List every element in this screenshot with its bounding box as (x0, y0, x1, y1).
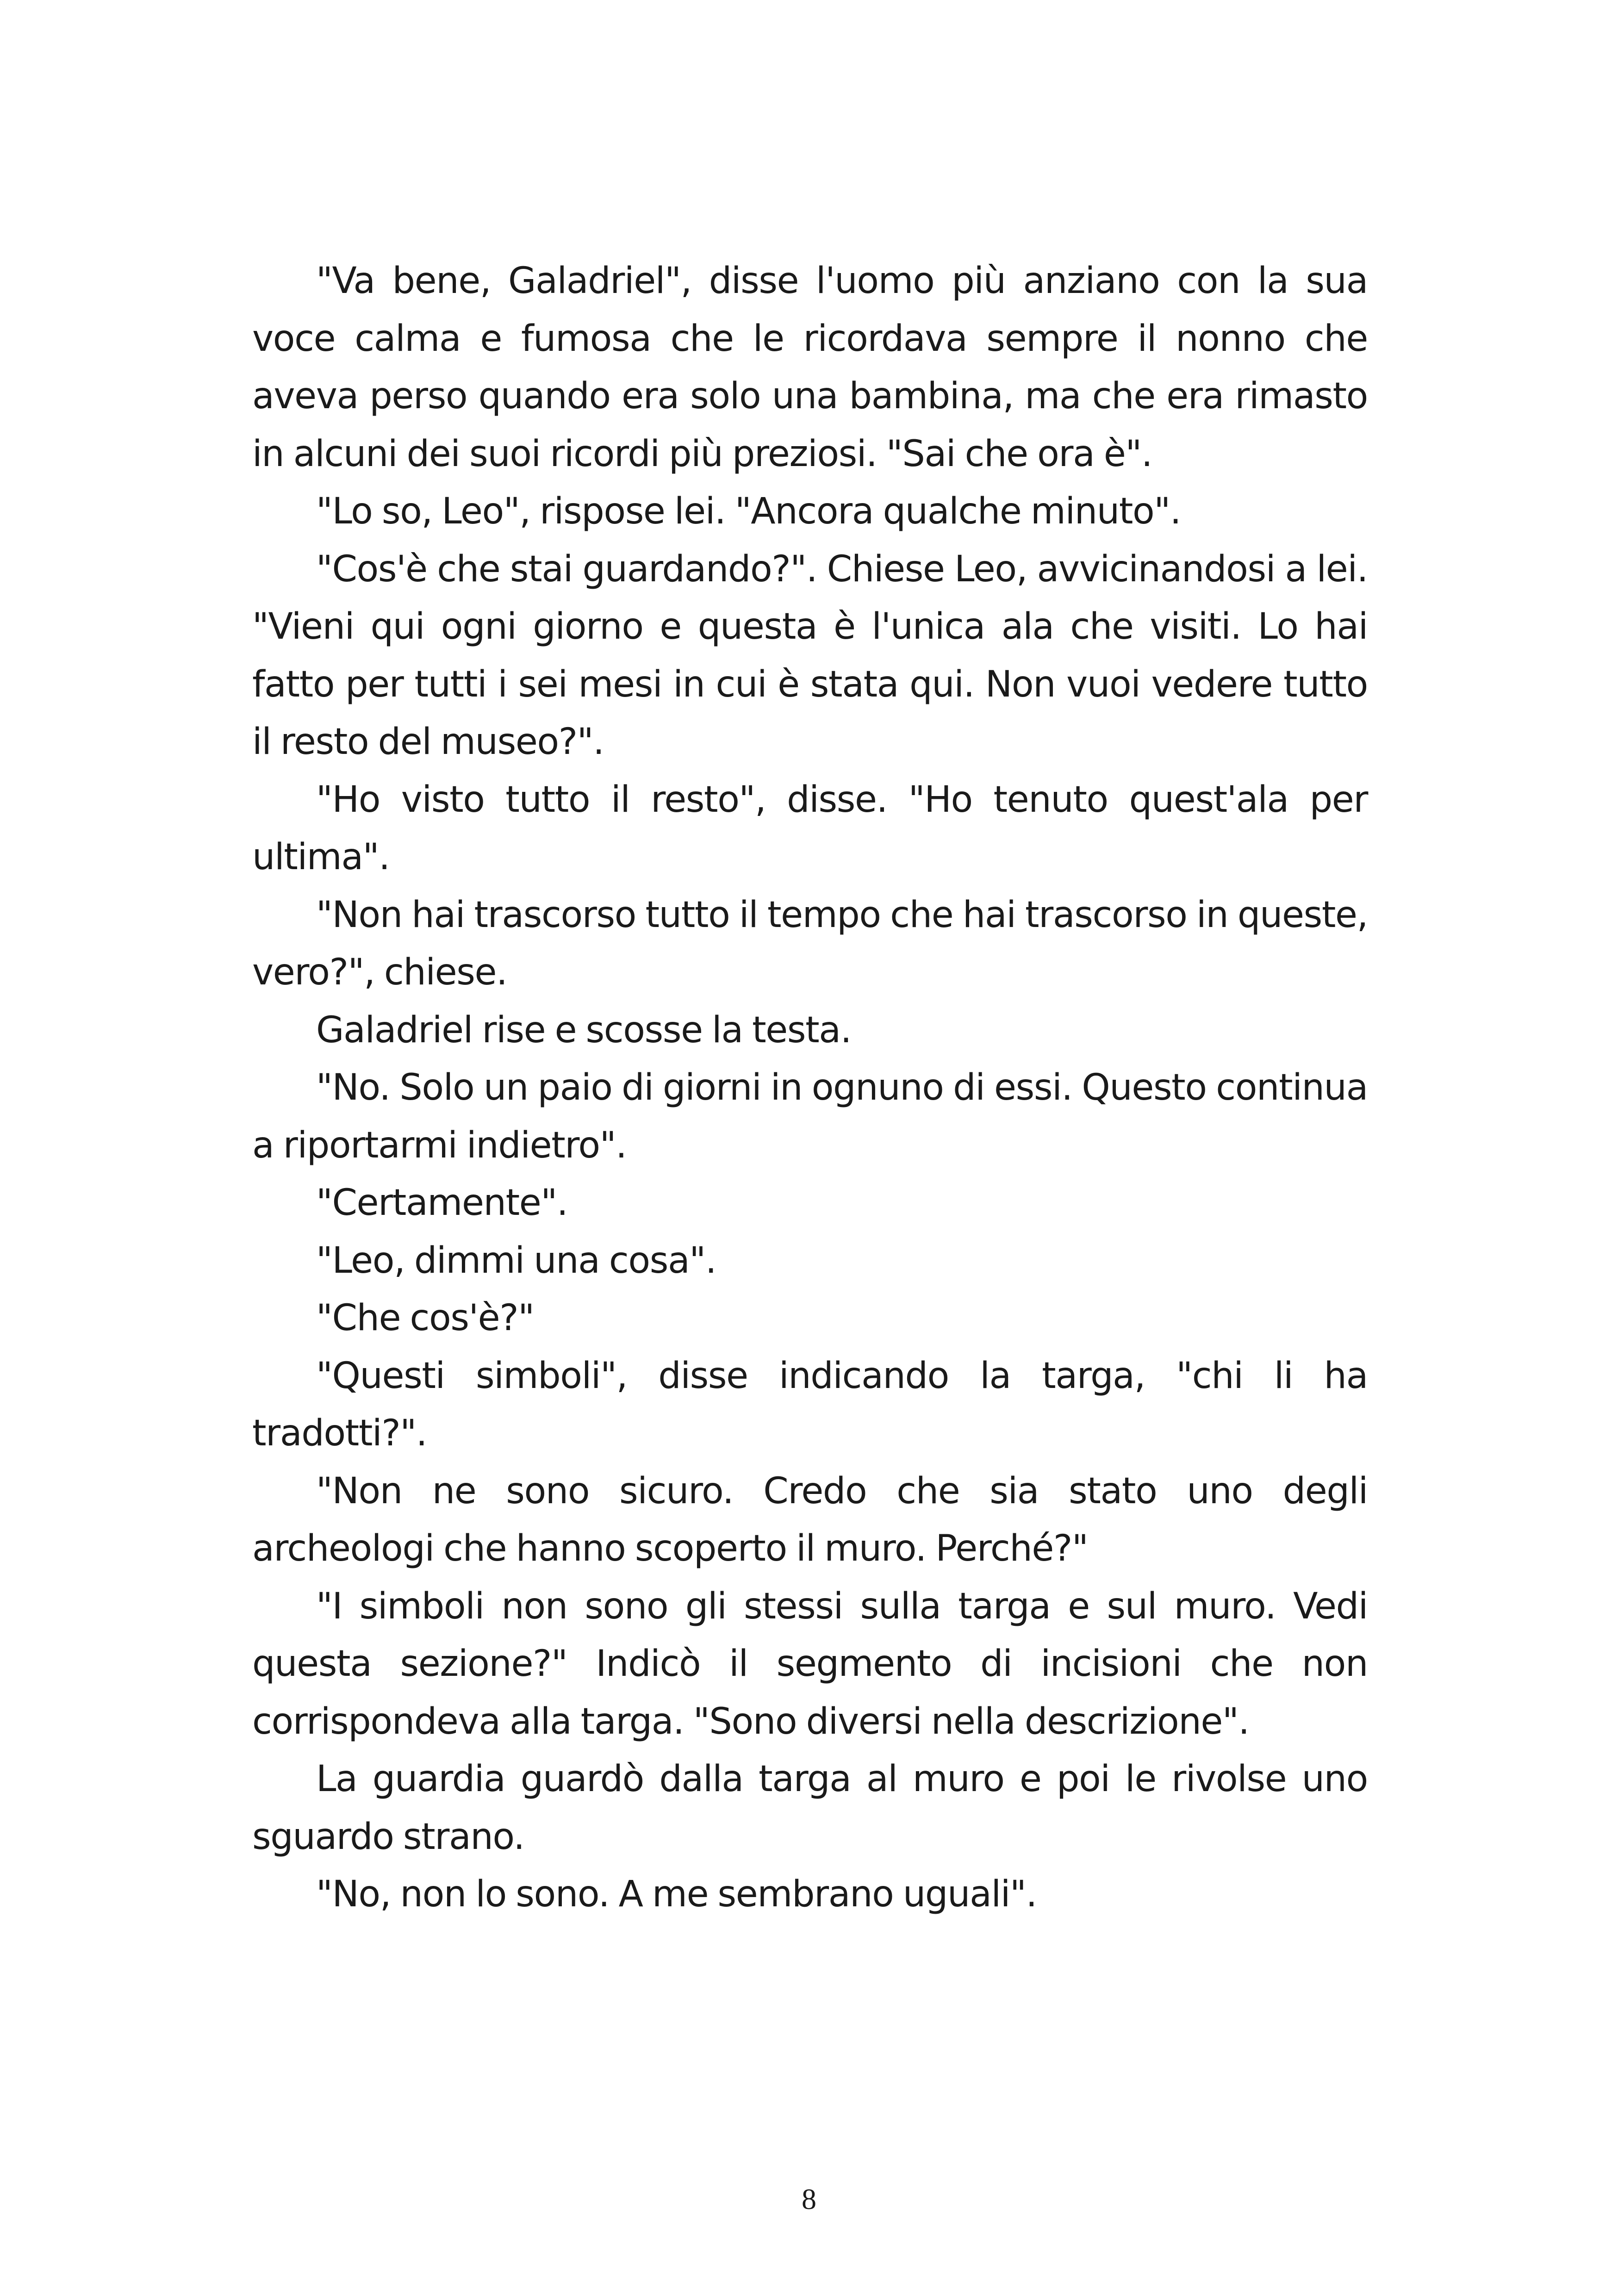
paragraph: "Ho visto tutto il resto", disse. "Ho tenuto quest'ala per ultima". (252, 778, 1368, 878)
paragraph: "Va bene, Galadriel", disse l'uomo più anziano con la sua voce calma e fumosa che le ricordava sempre il nonno che aveva perso quando era solo una bambina, ma che era rimasto in alcuni dei suoi ricordi più preziosi. "Sai che ora è". (252, 260, 1368, 475)
paragraph: "Lo so, Leo", rispose lei. "Ancora qualche minuto". (316, 491, 1181, 532)
paragraph: "No. Solo un paio di giorni in ognuno di essi. Questo continua a riportarmi indietro". (252, 1067, 1368, 1166)
paragraph: "No, non lo sono. A me sembrano uguali". (316, 1873, 1037, 1915)
paragraph: "Certamente". (316, 1182, 568, 1224)
paragraph: "Non hai trascorso tutto il tempo che hai trascorso in queste, vero?", chiese. (252, 894, 1368, 993)
paragraph: "I simboli non sono gli stessi sulla targa e sul muro. Vedi questa sezione?" Indicò il segmento di incisioni che non corrispondeva alla targa. "Sono diversi nella descrizione". (252, 1585, 1368, 1742)
page-number: 8 (802, 2183, 816, 2215)
paragraph: "Questi simboli", disse indicando la targa, "chi li ha tradotti?". (252, 1355, 1368, 1454)
paragraph: "Che cos'è?" (316, 1297, 534, 1339)
paragraph: "Cos'è che stai guardando?". Chiese Leo, avvicinandosi a lei. "Vieni qui ogni giorno e questa è l'unica ala che visiti. Lo hai fatto per tutti i sei mesi in cui è stata qui. Non vuoi vedere tutto il resto del museo?". (252, 548, 1368, 763)
paragraph: La guardia guardò dalla targa al muro e poi le rivolse uno sguardo strano. (252, 1758, 1368, 1858)
paragraph: Galadriel rise e scosse la testa. (316, 1009, 852, 1051)
paragraph: "Non ne sono sicuro. Credo che sia stato uno degli archeologi che hanno scoperto il muro. Perché?" (252, 1470, 1368, 1569)
paragraph: "Leo, dimmi una cosa". (316, 1239, 716, 1282)
body-text (252, 252, 1368, 1923)
